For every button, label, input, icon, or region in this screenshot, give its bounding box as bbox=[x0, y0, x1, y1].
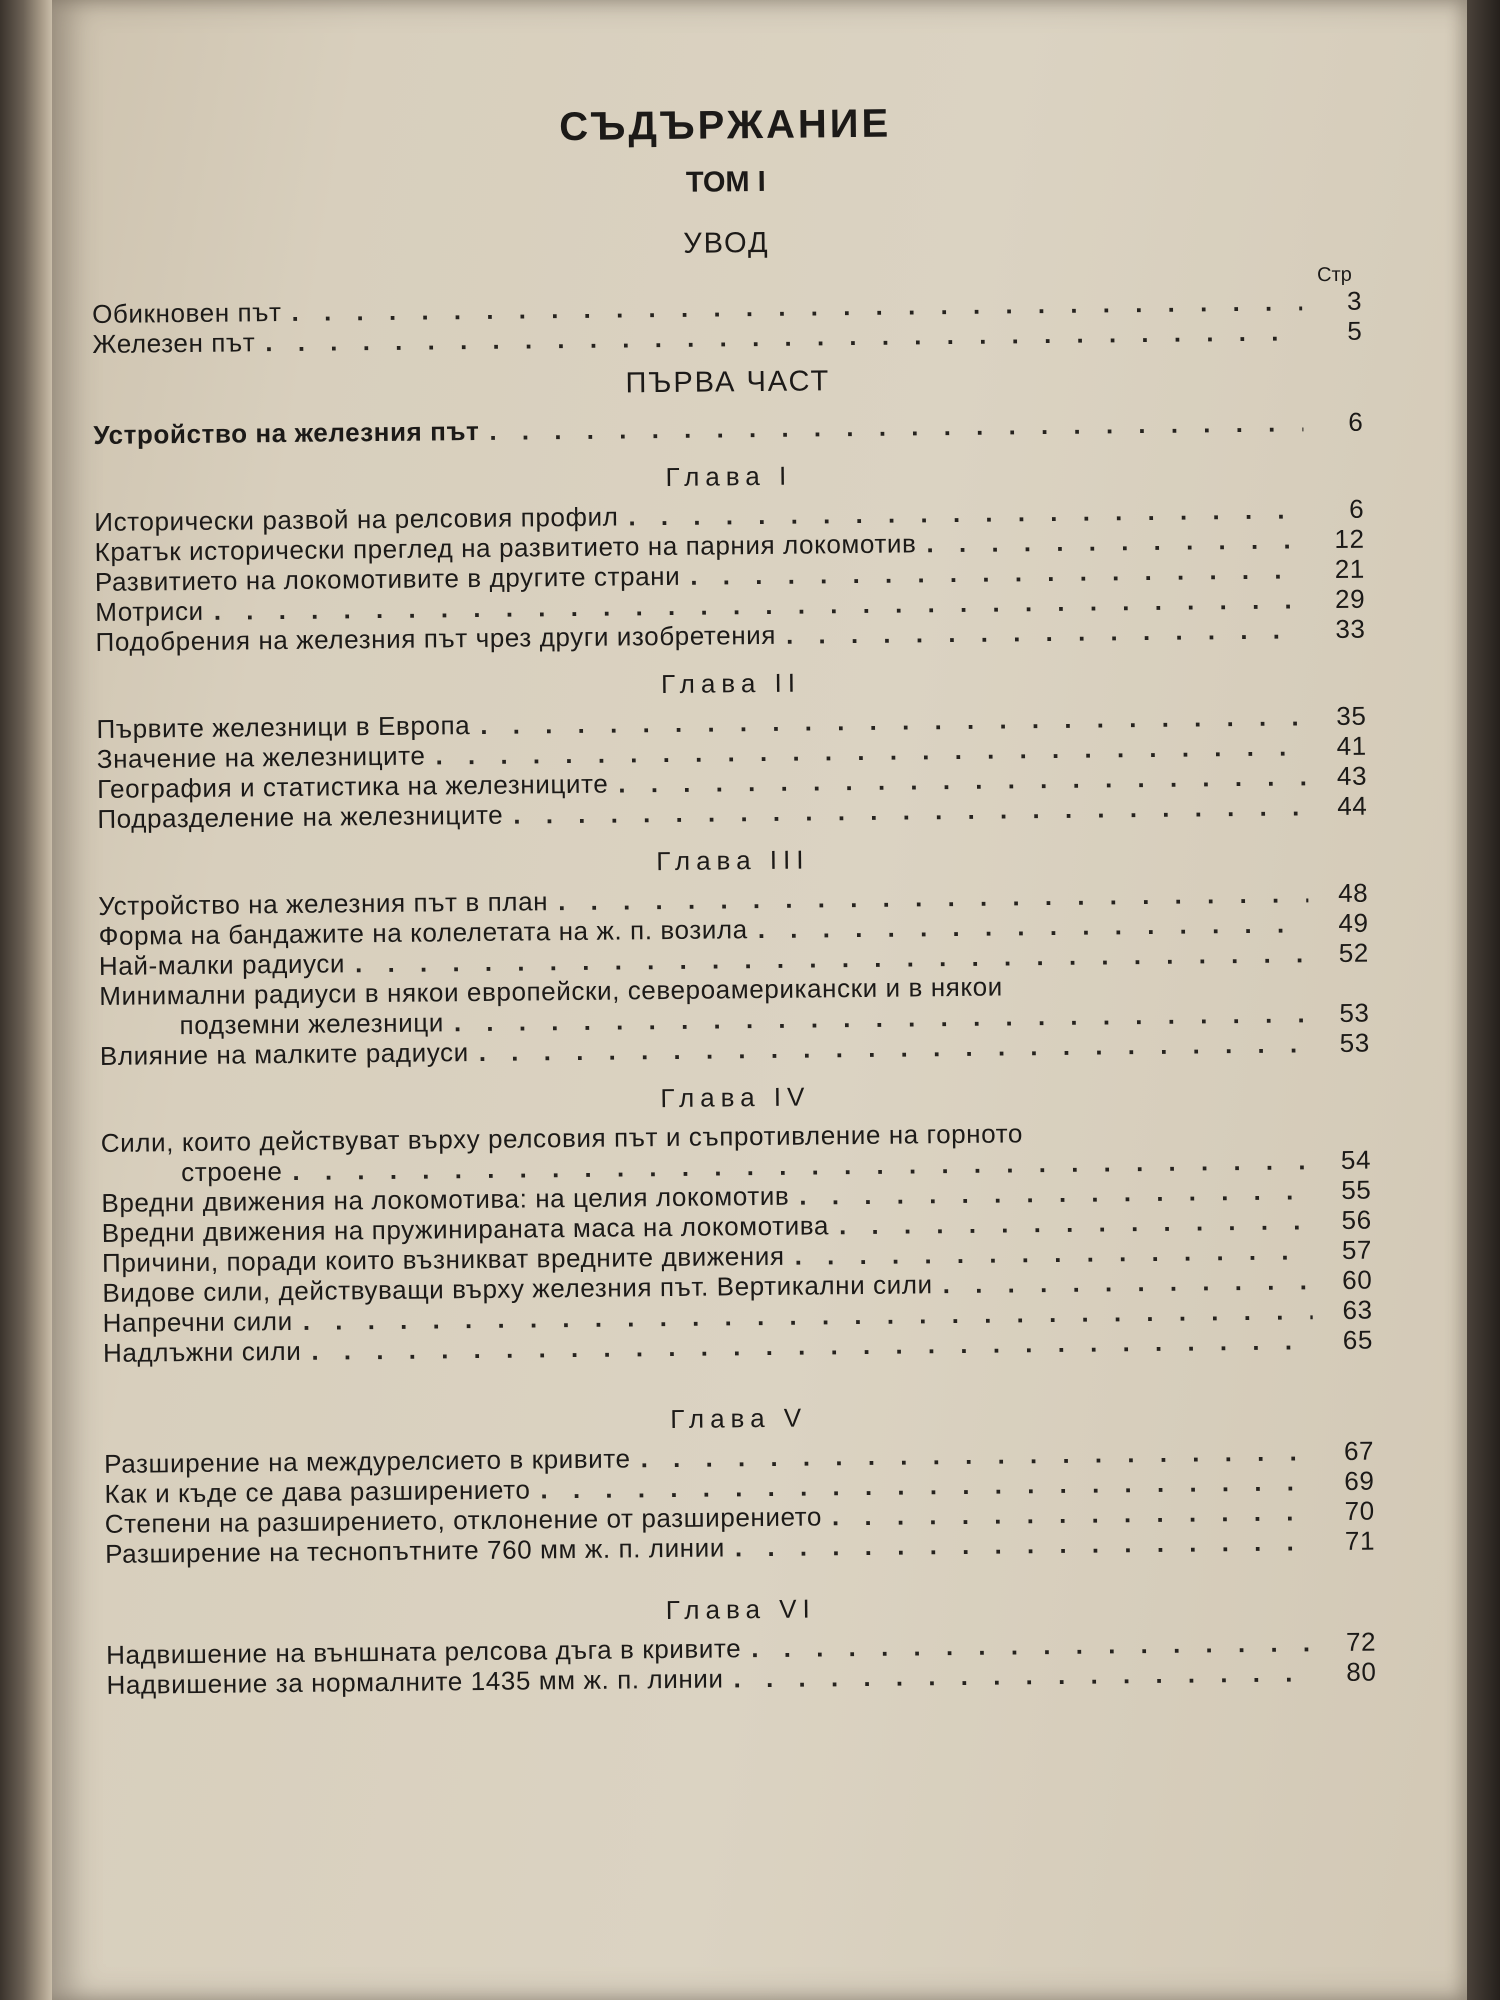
chapter-heading: Глава III bbox=[656, 844, 810, 877]
toc-leader-dots bbox=[786, 614, 1306, 649]
toc-entry-page: 70 bbox=[1344, 1495, 1375, 1526]
chapter-heading: Глава V bbox=[670, 1402, 808, 1434]
toc-entry-title: Видове сили, действуващи върху железния път. Вертикални сили bbox=[102, 1269, 933, 1308]
book-gutter bbox=[0, 0, 52, 2000]
toc-entry-title: Как и къде се дава разширението bbox=[104, 1474, 531, 1509]
toc-entry-title: Разширение на теснопътните 760 мм ж. п. линии bbox=[104, 1532, 726, 1569]
toc-entry-page: 65 bbox=[1342, 1324, 1374, 1355]
toc-entry-title: Вредни движения на пружинираната маса на локомотива bbox=[101, 1210, 830, 1248]
toc-entry-title-line1: Сили, които действуват върху релсовия път и съпротивление на горното bbox=[100, 1118, 1024, 1158]
toc-entry-title: Влияние на малките радиуси bbox=[99, 1037, 469, 1071]
toc-entry-page: 60 bbox=[1342, 1264, 1373, 1295]
toc-entry-title-line2: строене bbox=[180, 1156, 283, 1188]
toc-entry-page: 72 bbox=[1345, 1626, 1377, 1657]
toc-leader-dots bbox=[489, 407, 1303, 446]
toc-entry-title: Вредни движения на локомотива: на целия локомотив bbox=[101, 1180, 790, 1218]
toc-entry-title: Кратък исторически преглед на развитието на парния локомотив bbox=[94, 528, 917, 567]
toc-entry-page: 63 bbox=[1342, 1294, 1373, 1325]
toc-entry-page: 5 bbox=[1347, 315, 1363, 346]
toc-entry-title: Причини, поради които възникват вредните движения bbox=[101, 1240, 785, 1278]
toc-entry-page: 43 bbox=[1336, 760, 1368, 791]
toc-entry-title: Напречни сили bbox=[102, 1305, 293, 1338]
toc-entry-title: Подобрения на железния път чрез други изобретения bbox=[95, 619, 777, 657]
toc-entry-title: Железен път bbox=[92, 327, 256, 359]
toc-entry-page: 56 bbox=[1341, 1204, 1372, 1235]
toc-entry-page: 52 bbox=[1338, 937, 1370, 968]
toc-leader-dots bbox=[926, 524, 1304, 558]
toc-leader-dots bbox=[943, 1265, 1313, 1299]
toc-entry-page: 44 bbox=[1337, 790, 1368, 821]
toc-entry-page: 33 bbox=[1335, 613, 1366, 644]
toc-entry-title: Подразделение на железниците bbox=[97, 799, 504, 834]
toc-entry-title: Степени на разширението, отклонение от разширението bbox=[104, 1501, 823, 1539]
toc-entry-page: 69 bbox=[1344, 1465, 1375, 1496]
chapter-heading: Глава II bbox=[660, 667, 802, 700]
toc-entry-page: 12 bbox=[1334, 523, 1365, 554]
toc-entry-title: Надвишение за нормалните 1435 мм ж. п. линии bbox=[106, 1663, 724, 1700]
toc-entry-title: Разширение на междурелсието в кривите bbox=[104, 1443, 631, 1479]
toc-entry-page: 71 bbox=[1344, 1525, 1376, 1556]
toc-entry-page: 6 bbox=[1348, 406, 1364, 437]
toc-entry-title: Надвишение на външната релсова дъга в кривите bbox=[106, 1633, 742, 1670]
toc-entry-page: 35 bbox=[1336, 700, 1367, 731]
toc-entry-title: Исторически развой на релсовия профил bbox=[94, 501, 619, 537]
toc-entry-page: 29 bbox=[1334, 583, 1366, 614]
part-heading: ПЪРВА ЧАСТ bbox=[625, 365, 831, 400]
chapter-heading: Глава VI bbox=[665, 1593, 816, 1626]
toc-entry-title-line1: Минимални радиуси в някои европейски, северoамерикански и в някои bbox=[99, 971, 1003, 1011]
toc-entry-title: Устройство на железния път в план bbox=[98, 886, 549, 921]
toc-leader-dots bbox=[839, 1205, 1312, 1240]
toc-entry-title: Мотриси bbox=[95, 595, 204, 627]
toc-leader-dots bbox=[735, 1526, 1315, 1562]
toc-entry-page: 48 bbox=[1337, 877, 1369, 908]
volume-title: ТОМ I bbox=[685, 165, 766, 199]
toc-leader-dots bbox=[733, 1657, 1316, 1693]
toc-entry-title: Развитието на локомотивите в другите страни bbox=[94, 560, 681, 597]
toc-entry-page: 55 bbox=[1341, 1174, 1372, 1205]
toc-entry-page: 57 bbox=[1341, 1234, 1373, 1265]
page-right-edge bbox=[1467, 0, 1500, 2000]
toc-entry-title: Обикновен път bbox=[91, 297, 282, 329]
toc-entry-title: География и статистика на железниците bbox=[96, 768, 609, 804]
chapter-heading: Глава I bbox=[665, 460, 793, 492]
toc-entry-page: 54 bbox=[1340, 1144, 1372, 1175]
intro-heading: УВОД bbox=[683, 226, 770, 260]
toc-entry-page: 67 bbox=[1343, 1435, 1375, 1466]
toc-entry-title: Първите железници в Европа bbox=[96, 710, 471, 744]
toc-entry-title: Значение на железниците bbox=[96, 740, 426, 774]
page-title: СЪДЪРЖАНИЕ bbox=[559, 101, 892, 150]
toc-entry-title: Форма на бандажите на колелетата на ж. п. возила bbox=[98, 914, 748, 951]
toc-entry-page: 49 bbox=[1338, 907, 1369, 938]
toc-entry-page: 6 bbox=[1349, 493, 1365, 524]
toc-entry-main bbox=[93, 407, 1363, 450]
toc-entry-title: Най-малки радиуси bbox=[98, 948, 346, 981]
toc-entry-page: 53 bbox=[1339, 1027, 1370, 1058]
toc-entry-page: 53 bbox=[1339, 997, 1370, 1028]
table-of-contents bbox=[90, 97, 1377, 1700]
toc-entry-page: 41 bbox=[1336, 730, 1367, 761]
toc-entry-title-line2: подземни железници bbox=[179, 1007, 445, 1041]
toc-entry-title: Устройство на железния път bbox=[93, 415, 480, 450]
toc-entry-page: 80 bbox=[1346, 1656, 1377, 1687]
chapter-heading: Глава IV bbox=[660, 1081, 811, 1114]
toc-entry-page: 21 bbox=[1334, 553, 1366, 584]
page-column-label: Стр bbox=[1316, 263, 1352, 287]
toc-entry-page: 3 bbox=[1346, 285, 1363, 316]
toc-entry-title: Надлъжни сили bbox=[102, 1335, 302, 1368]
